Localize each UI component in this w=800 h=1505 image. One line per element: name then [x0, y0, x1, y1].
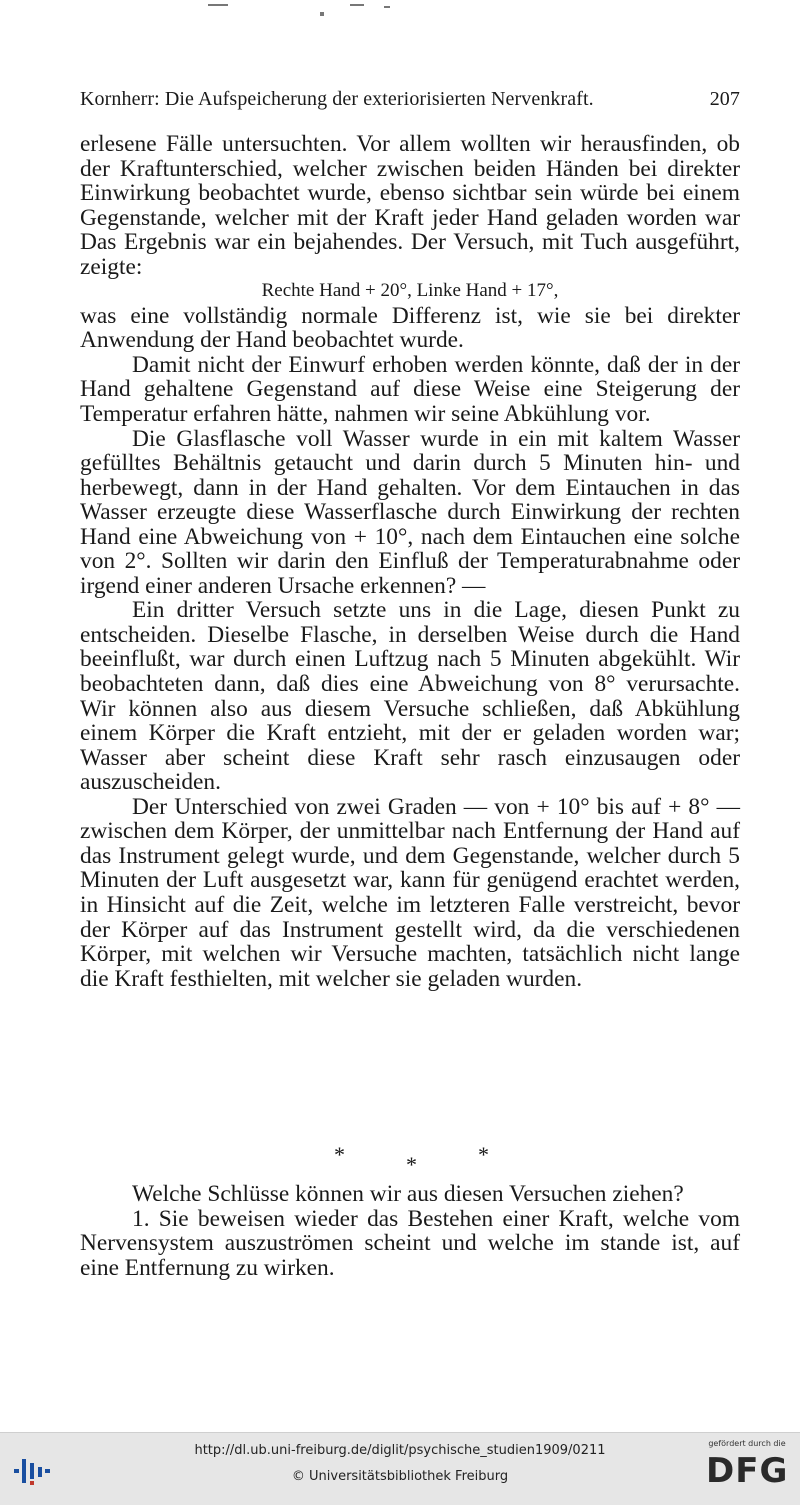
viewer-footer: [0, 1432, 800, 1505]
asterisk: *: [334, 1142, 345, 1167]
paragraph: Damit nicht der Einwurf erhoben werden könnte, daß der in der Hand gehaltene Gegenstand auf diese Weise eine Steigerung der Temperatur erfahren hätte, nahmen wir seine Abkühlung vor.: [80, 351, 740, 428]
scan-artifact-marks: [200, 0, 400, 24]
main-text: [80, 132, 740, 991]
paragraph: Welche Schlüsse können wir aus diesen Versuchen ziehen?: [132, 1181, 684, 1207]
asterisk: *: [406, 1152, 417, 1177]
paragraph: Der Unterschied von zwei Graden — von + 10° bis auf + 8° — zwischen dem Körper, der unmittelbar nach Entfernung der Hand auf das Instrument gelegt wurde, und dem Gegenstande, welcher durch 5 Minuten der Luft ausgesetzt war, kann für genügend erachtet werden, in Hinsicht auf die Zeit, welche im letzteren Falle verstreicht, bevor der Körper auf das Instrument gestellt wird, da die verschiedenen Körper, mit welchen wir Versuche machten, tatsächlich nicht lange die Kraft festhielten, mit welcher sie geladen wurden.: [80, 793, 740, 992]
permalink-url[interactable]: http://dl.ub.uni-freiburg.de/diglit/psychische_studien1909/0211: [194, 1443, 606, 1458]
main-text-continued: [80, 1182, 740, 1280]
dfg-wordmark: DFG: [706, 1451, 789, 1491]
running-title: Kornherr: Die Aufspeicherung der exteriorisierten Nervenkraft.: [80, 88, 594, 110]
asterisk: *: [478, 1142, 489, 1167]
paragraph: was eine vollständig normale Differenz ist, wie sie bei direkter Anwendung der Hand beobachtet wurde.: [80, 302, 740, 354]
page-number: 207: [709, 88, 740, 110]
measurement-formula: Rechte Hand + 20°, Linke Hand + 17°,: [261, 280, 559, 302]
running-header: [80, 88, 740, 118]
paragraph: erlesene Fälle untersuchten. Vor allem wollten wir herausfinden, ob der Kraftunterschied, welcher zwischen beiden Händen bei direkter Einwirkung beobachtet wurde, ebenso sichtbar sein würde bei einem Gegenstande, welcher mit der Kraft jeder Hand geladen worden war Das Ergebnis war ein bejahendes. Der Versuch, mit Tuch ausgeführt, zeigte:: [80, 131, 740, 280]
paragraph: Ein dritter Versuch setzte uns in die Lage, diesen Punkt zu entscheiden. Dieselbe Flasche, in derselben Weise durch die Hand beeinflußt, war durch einen Luftzug nach 5 Minuten abgekühlt. Wir beobachteten dann, daß dies eine Abweichung von 8° verursachte. Wir können also aus diesem Versuche schließen, daß Abkühlung einem Körper die Kraft entzieht, mit der er geladen worden war; Wasser aber scheint diese Kraft sehr rasch einzusaugen oder auszuscheiden.: [80, 597, 740, 796]
paragraph: 1. Sie beweisen wieder das Bestehen einer Kraft, welche vom Nervensystem auszuströmen scheint und welche im stande ist, auf eine Entfernung zu wirken.: [80, 1205, 740, 1281]
paragraph: Die Glasflasche voll Wasser wurde in ein mit kaltem Wasser gefülltes Behältnis getaucht und darin durch 5 Minuten hin- und herbewegt, dann in der Hand gehalten. Vor dem Eintauchen in das Wasser erzeugte diese Wasserflasche durch Einwirkung der rechten Hand eine Abweichung von + 10°, nach dem Eintauchen eine solche von 2°. Sollten wir darin den Einfluß der Temperaturabnahme oder irgend einer anderen Ursache erkennen? —: [80, 425, 740, 599]
dfg-tagline: gefördert durch die: [708, 1439, 786, 1448]
dfg-logo: [702, 1439, 792, 1499]
copyright-notice: © Universitätsbibliothek Freiburg: [291, 1469, 509, 1484]
section-separator: [80, 1142, 740, 1182]
